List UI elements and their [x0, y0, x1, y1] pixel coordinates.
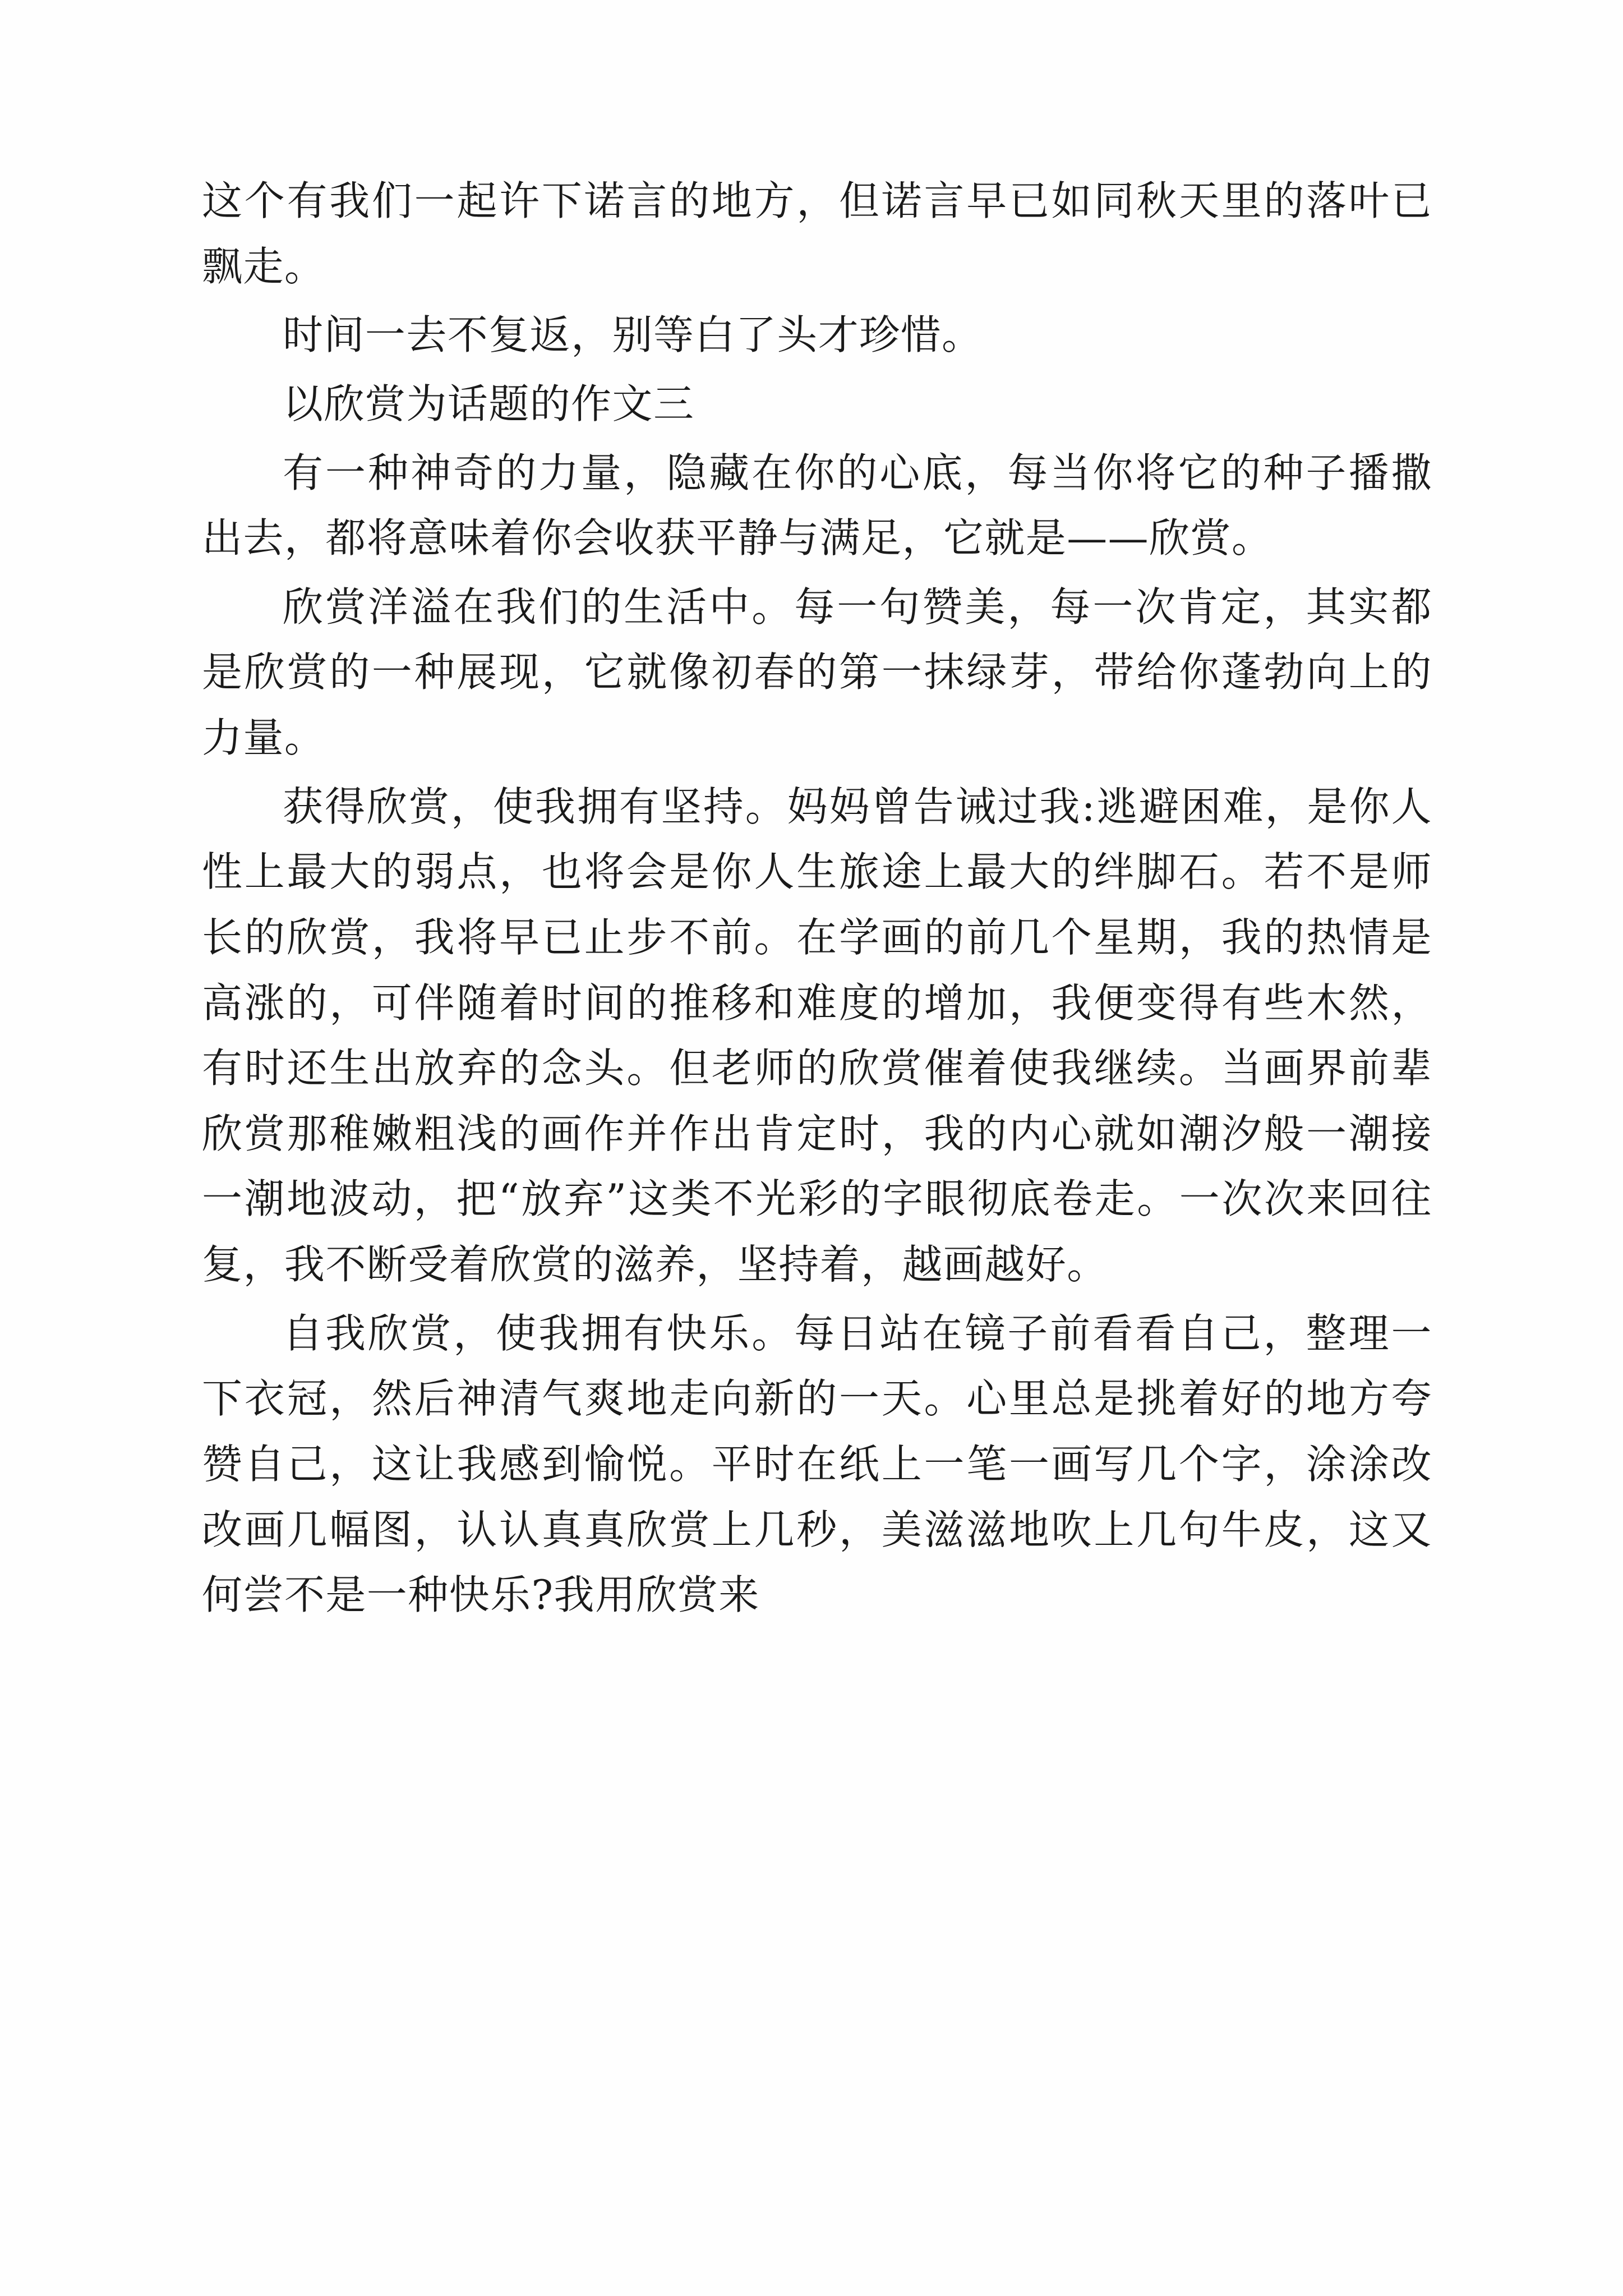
paragraph: 获得欣赏，使我拥有坚持。妈妈曾告诫过我:逃避困难，是你人性上最大的弱点，也将会是你人生旅途上最大的绊脚石。若不是师长的欣赏，我将早已止步不前。在学画的前几个星期，我的热情是高涨的，可伴随着时间的推移和难度的增加，我便变得有些木然，有时还生出放弃的念头。但老师的欣赏催着使我继续。当画界前辈欣赏那稚嫩粗浅的画作并作出肯定时，我的内心就如潮汐般一潮接一潮地波动，把“放弃”这类不光彩的字眼彻底卷走。一次次来回往复，我不断受着欣赏的滋养，坚持着，越画越好。 — [202, 783, 1432, 1288]
section-heading: 以欣赏为话题的作文三 — [283, 380, 695, 427]
paragraph: 这个有我们一起许下诺言的地方，但诺言早已如同秋天里的落叶已飘走。 — [202, 177, 1432, 290]
paragraph: 有一种神奇的力量，隐藏在你的心底，每当你将它的种子播撒出去，都将意味着你会收获平静与满足，它就是——欣赏。 — [202, 449, 1432, 562]
paragraph: 欣赏洋溢在我们的生活中。每一句赞美，每一次肯定，其实都是欣赏的一种展现，它就像初春的第一抹绿芽，带给你蓬勃向上的力量。 — [202, 583, 1432, 761]
paragraph: 自我欣赏，使我拥有快乐。每日站在镜子前看看自己，整理一下衣冠，然后神清气爽地走向新的一天。心里总是挑着好的地方夸赞自己，这让我感到愉悦。平时在纸上一笔一画写几个字，涂涂改改画几幅图，认认真真欣赏上几秒，美滋滋地吹上几句牛皮，这又何尝不是一种快乐?我用欣赏来 — [202, 1309, 1432, 1619]
document-body — [202, 168, 1432, 1628]
paragraph: 时间一去不复返，别等白了头才珍惜。 — [283, 311, 983, 359]
